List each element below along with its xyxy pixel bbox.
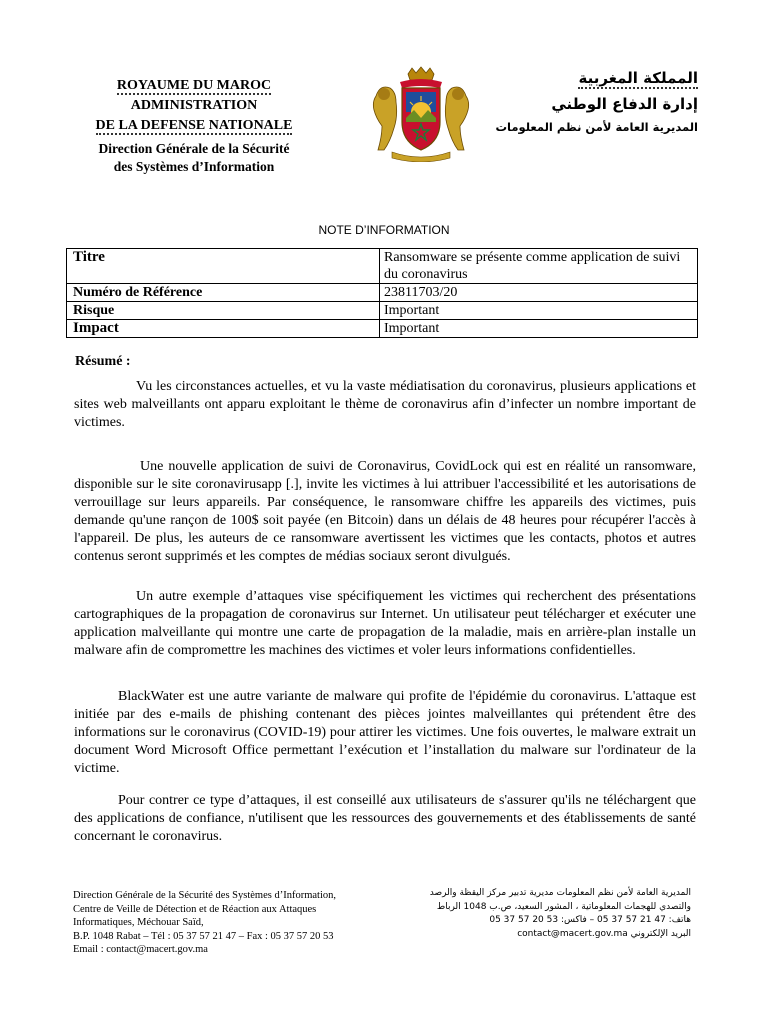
kingdom-name-ar: المملكة المغربية bbox=[578, 69, 698, 87]
footer-line-ar: المديرية العامة لأمن نظم المعلومات مديرية تدبير مركز اليقظة والرصد bbox=[429, 888, 691, 898]
table-value: 23811703/20 bbox=[380, 284, 698, 302]
table-label: Titre bbox=[67, 249, 380, 284]
footer-line-ar: والتصدي للهجمات المعلوماتية ، المشور السعيد، ص.ب 1048 الرباط bbox=[436, 901, 691, 912]
dgssi-ar: المديرية العامة لأمن نظم المعلومات bbox=[495, 120, 698, 134]
paragraph-5 bbox=[74, 792, 696, 846]
paragraph-text: Une nouvelle application de suivi de Coronavirus, CovidLock qui est en réalité un ransomware, disponible sur le site coronavirusapp [.], invite les victimes à lui attribuer l'accessibilité et les autorisations de verrouillage sur leurs appareils. Par conséquence, le ransomware chiffre les appareils des victimes, puis demande qu'une rançon de 100$ soit payée (en Bitcoin) dans un délais de 48 heures pour récupérer l'accès à l'appareil. De plus, les auteurs de ce ransomware avertissent les victimes que les contacts, photos et autres contenus seront supprimés et les comptes de médias sociaux seront divulgués. bbox=[74, 459, 696, 564]
footer-email: Email : contact@macert.gov.ma bbox=[73, 944, 208, 955]
paragraph-1 bbox=[74, 378, 696, 432]
paragraph-2 bbox=[74, 458, 696, 566]
table-row bbox=[67, 320, 698, 338]
kingdom-name-fr: ROYAUME DU MAROC bbox=[116, 78, 272, 93]
paragraph-text: Pour contrer ce type d’attaques, il est conseillé aux utilisateurs de s'assurer qu'ils ne téléchargent que des applications de confiance, n'utilisent que les ressources des gouvernements et des établissements de santé concernant le coronavirus. bbox=[74, 793, 696, 844]
paragraph-4 bbox=[74, 688, 696, 778]
paragraph-text: Vu les circonstances actuelles, et vu la vaste médiatisation du coronavirus, plusieurs applications et sites web malveillants ont apparu exploitant le thème de coronavirus afin d’infecter un nombre important de victimes. bbox=[74, 379, 696, 430]
table-row bbox=[67, 284, 698, 302]
table-value: Important bbox=[380, 320, 698, 338]
info-table bbox=[66, 248, 698, 338]
dgssi-line2: des Systèmes d’Information bbox=[113, 159, 275, 174]
header-left bbox=[70, 76, 318, 176]
footer-left bbox=[73, 889, 403, 957]
table-label: Risque bbox=[67, 302, 380, 320]
footer-line-ar: هاتف: 47 21 57 37 05 – فاكس: 53 20 57 37 05 bbox=[489, 915, 691, 925]
header-right bbox=[468, 66, 698, 136]
note-title: NOTE D’INFORMATION bbox=[318, 223, 450, 237]
dgssi-fr bbox=[70, 140, 318, 176]
table-value: Important bbox=[380, 302, 698, 320]
footer-line: Informatiques, Méchouar Saïd, bbox=[73, 917, 204, 928]
table-value: Ransomware se présente comme application de suivi du coronavirus bbox=[380, 249, 698, 284]
moroccan-coat-of-arms-icon bbox=[370, 66, 472, 162]
footer-line: Direction Générale de la Sécurité des Systèmes d’Information, bbox=[73, 890, 336, 901]
paragraph-text: Un autre exemple d’attaques vise spécifiquement les victimes qui recherchent des présentations cartographiques de la propagation de coronavirus sur Internet. Un utilisateur peut télécharger et exécuter une application malveillante qui montre une carte de propagation de la maladie, mais en arrière-plan installe un malware afin de compromettre les machines des victimes et voler leurs informations confidentielles. bbox=[74, 589, 696, 658]
table-label: Impact bbox=[67, 320, 380, 338]
footer-right bbox=[391, 887, 691, 941]
footer-line: B.P. 1048 Rabat – Tél : 05 37 57 21 47 – Fax : 05 37 57 20 53 bbox=[73, 930, 334, 942]
paragraph-3 bbox=[74, 588, 696, 660]
paragraph-text: BlackWater est une autre variante de malware qui profite de l'épidémie du coronavirus. L'attaque est initiée par des e-mails de phishing contenant des pièces jointes malveillantes qui prétendent être des informations sur le coronavirus (COVID-19) pour attirer les victimes. Une fois ouvertes, le malware extrait un document Word Microsoft Office permettant l’exécution et l’installation du malware sur l'ordinateur de la victime. bbox=[74, 689, 696, 776]
table-label: Numéro de Référence bbox=[67, 284, 380, 302]
defense-fr: DE LA DEFENSE NATIONALE bbox=[95, 118, 293, 133]
defense-ar: إدارة الدفاع الوطني bbox=[551, 95, 698, 113]
table-row bbox=[67, 249, 698, 284]
dgssi-line1: Direction Générale de la Sécurité bbox=[98, 141, 290, 156]
footer-email-ar: البريد الإلكتروني contact@macert.gov.ma bbox=[517, 928, 691, 939]
table-row bbox=[67, 302, 698, 320]
resume-heading: Résumé : bbox=[75, 354, 131, 369]
footer-line: Centre de Veille de Détection et de Réaction aux Attaques bbox=[73, 903, 317, 915]
administration-fr: ADMINISTRATION bbox=[130, 98, 258, 113]
